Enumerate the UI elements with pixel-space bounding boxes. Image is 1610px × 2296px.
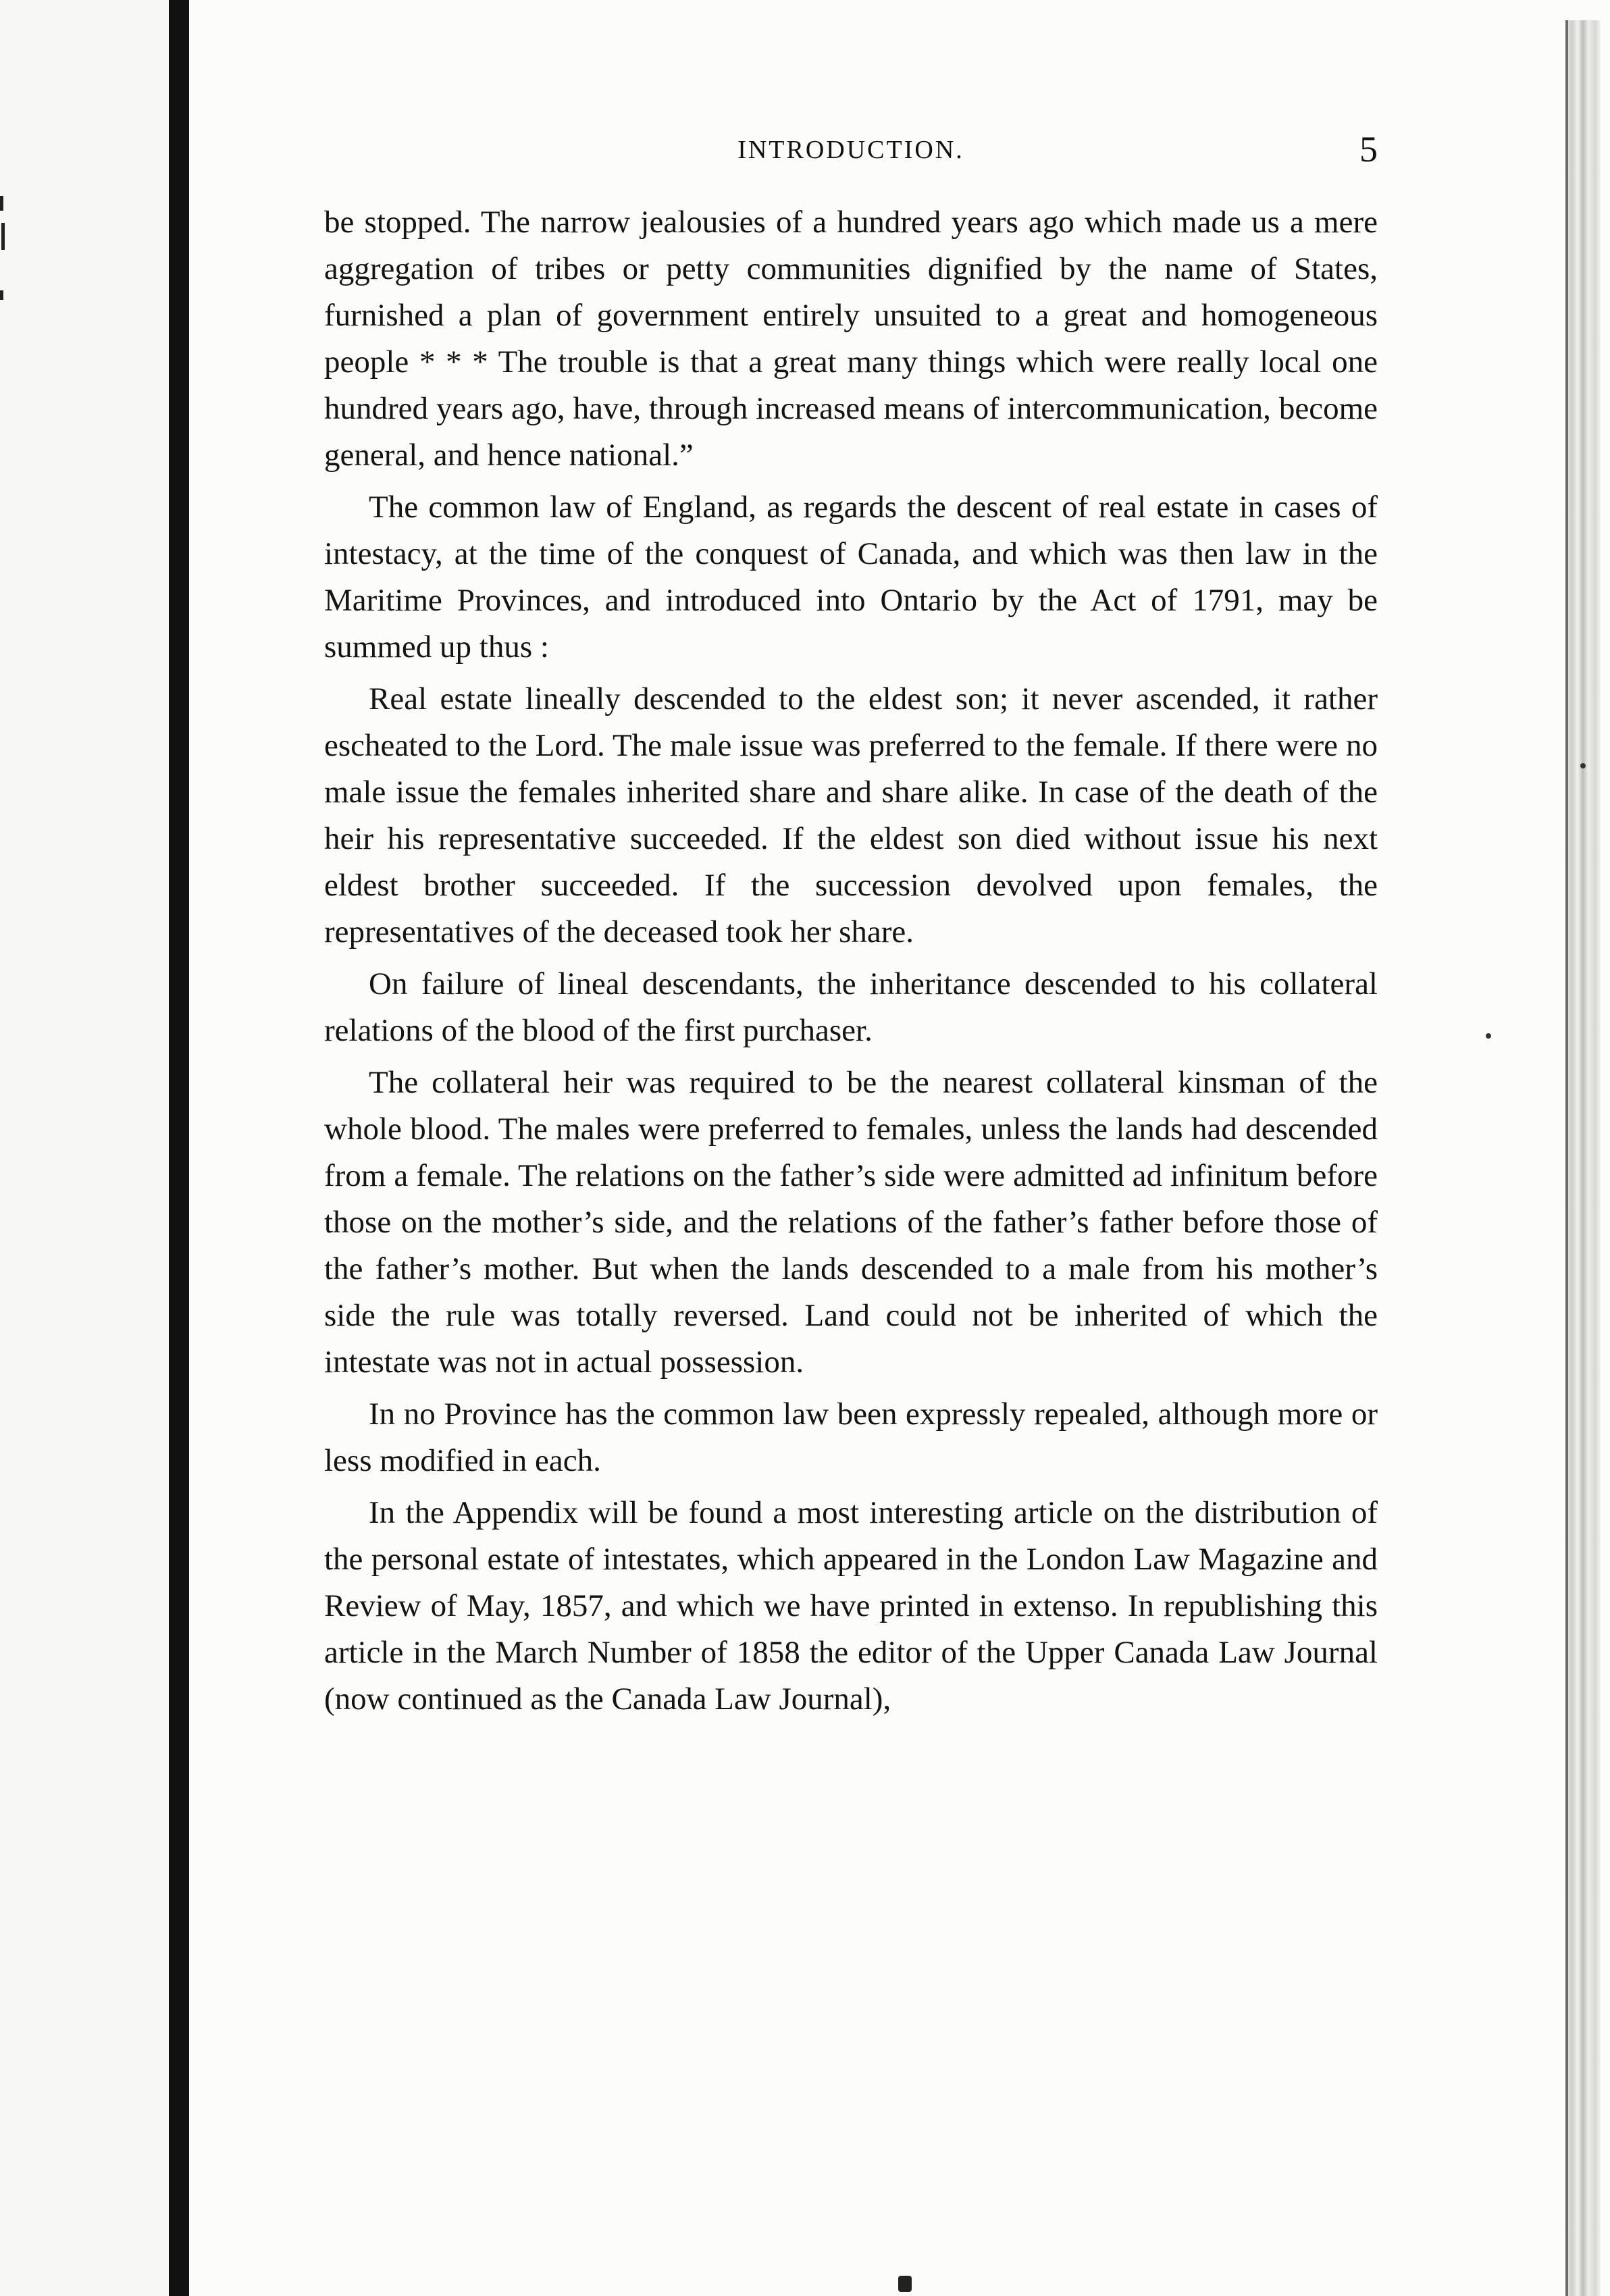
facing-page-margin	[0, 0, 169, 2296]
edge-speck	[1486, 1033, 1491, 1039]
page-number: 5	[1359, 129, 1378, 169]
margin-speck	[0, 290, 3, 300]
paragraph: In no Province has the common law been expressly repealed, although more or less modified in each.	[324, 1397, 1378, 1478]
paragraph: On failure of lineal descendants, the inheritance descended to his collateral relations of the blood of the first purchaser.	[324, 966, 1378, 1048]
margin-speck	[0, 196, 3, 211]
paragraph: The common law of England, as regards the descent of real estate in cases of intestacy, at the time of the conquest of Canada, and which was then law in the Maritime Provinces, and introduced into Ontario by the Act of 1791, may be summed up thus :	[324, 490, 1378, 664]
body-text	[324, 199, 1378, 1728]
bottom-speck	[898, 2276, 912, 2292]
edge-speck	[1580, 763, 1586, 768]
page-edge	[1565, 20, 1601, 2296]
page-edge-line	[1565, 20, 1568, 2296]
page-header	[324, 128, 1378, 176]
book-spine-shadow	[169, 0, 189, 2296]
paragraph: Real estate lineally descended to the eldest son; it never ascended, it rather escheated to the Lord. The male issue was preferred to the female. If there were no male issue the females inherited share and share alike. In case of the death of the heir his representative succeeded. If the eldest son died without issue his next eldest brother succeeded. If the succession devolved upon females, the representatives of the deceased took her share.	[324, 681, 1378, 949]
paragraph: In the Appendix will be found a most interesting article on the distribution of the personal estate of intestates, which appeared in the London Law Magazine and Review of May, 1857, and which we have printed in extenso. In republishing this article in the March Number of 1858 the editor of the Upper Canada Law Journal (now continued as the Canada Law Journal),	[324, 1495, 1378, 1717]
paragraph: The collateral heir was required to be the nearest collateral kinsman of the whole blood. The males were preferred to females, unless the lands had descended from a female. The relations on the father’s side were admitted ad infinitum before those on the mother’s side, and the relations of the father’s father before those of the father’s mother. But when the lands descended to a male from his mother’s side the rule was totally reversed. Land could not be inherited of which the intestate was not in actual possession.	[324, 1065, 1378, 1380]
paragraph: be stopped. The narrow jealousies of a hundred years ago which made us a mere aggregation of tribes or petty communities dignified by the name of States, furnished a plan of government entirely unsuited to a great and homogeneous people * * * The trouble is that a great many things which were really local one hundred years ago, have, through increased means of intercommunication, become general, and hence national.”	[324, 205, 1378, 473]
margin-speck	[1, 223, 5, 250]
running-head: INTRODUCTION.	[737, 136, 964, 164]
